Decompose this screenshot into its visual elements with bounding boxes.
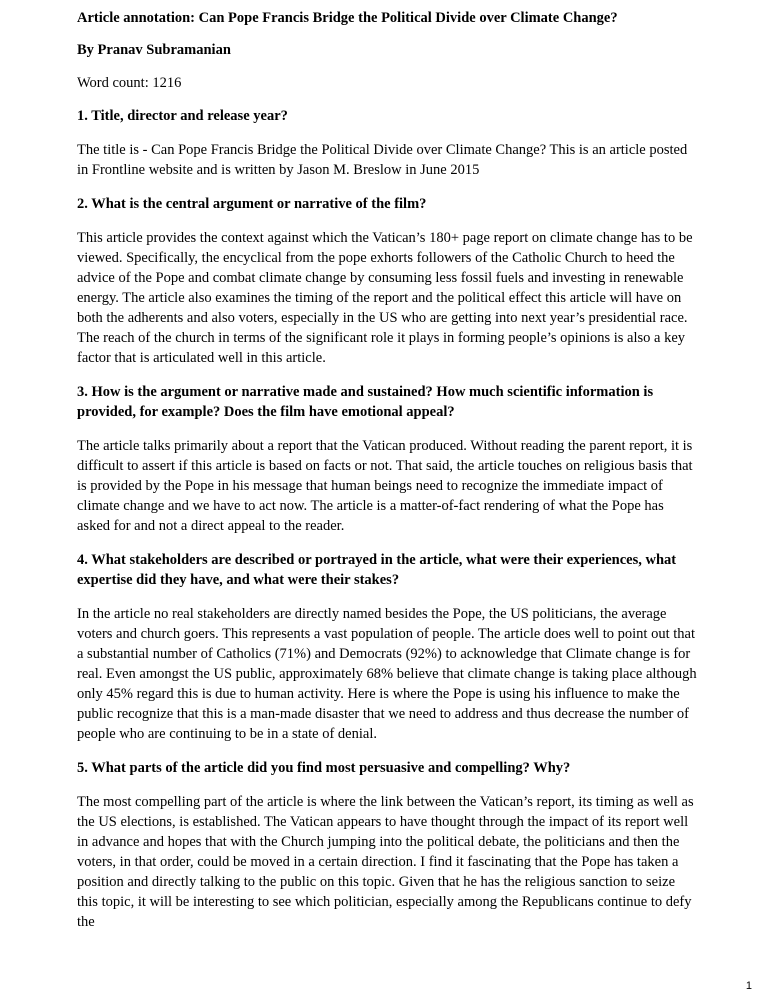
section-5-heading: 5. What parts of the article did you find most persuasive and compelling? Why? (77, 760, 571, 776)
section-1-body: The title is - Can Pope Francis Bridge the Political Divide over Climate Change? This is an article posted in Frontline website and is written by Jason M. Breslow in June 2015 (77, 142, 688, 178)
section-2-heading: 2. What is the central argument or narrative of the film? (77, 196, 427, 212)
word-count: Word count: 1216 (77, 75, 182, 91)
section-4-heading: 4. What stakeholders are described or portrayed in the article, what were their experiences, what expertise did they have, and what were their stakes? (77, 552, 677, 588)
section-1-heading: 1. Title, director and release year? (77, 108, 288, 124)
section-5-body: The most compelling part of the article is where the link between the Vatican’s report, its timing as well as the US elections, is established. The Vatican appears to have thought through the impact of its report well in advance and hopes that with the Church jumping into the political debate, the politicians and then the voters, in that order, could be moved in a certain direction. I find it fascinating that the Pope has taken a position and directly talking to the public on this topic. Given that he has the religious sanction to seize this topic, it will be interesting to see which politician, especially among the Republicans continue to defy the (77, 794, 694, 930)
section-2-body: This article provides the context against which the Vatican’s 180+ page report on climate change has to be viewed. Specifically, the encyclical from the pope exhorts followers of the Catholic Church to heed the advice of the Pope and combat climate change by consuming less fossil fuels and investing in renewable energy. The article also examines the timing of the report and the political effect this article will have on both the adherents and also voters, especially in the US who are getting into next year’s presidential race. The reach of the church in terms of the significant role it plays in forming people’s opinions is also a key factor that is articulated well in this article. (77, 230, 693, 366)
document-title: Article annotation: Can Pope Francis Bridge the Political Divide over Climate Change? (77, 10, 618, 26)
byline: By Pranav Subramanian (77, 42, 231, 58)
section-4-body: In the article no real stakeholders are directly named besides the Pope, the US politicians, the average voters and church goers. This represents a vast population of people. The article does well to point out that a substantial number of Catholics (71%) and Democrats (92%) to acknowledge that Climate change is for real. Even amongst the US public, approximately 68% believe that climate change is taking place although only 45% regard this is due to human activity. Here is where the Pope is using his influence to make the public recognize that this is a man-made disaster that we need to address and thus decrease the number of people who are continuing to be in a state of denial. (77, 606, 697, 742)
section-3-body: The article talks primarily about a report that the Vatican produced. Without reading the parent report, it is difficult to assert if this article is based on facts or not. That said, the article touches on religious basis that is provided by the Pope in his message that human beings need to recognize the immediate impact of climate change and we have to act now. The article is a matter-of-fact rendering of what the Pope has asked for and not a direct appeal to the reader. (77, 438, 693, 534)
page-number: 1 (745, 980, 752, 992)
section-3-heading: 3. How is the argument or narrative made and sustained? How much scientific information is provided, for example? Does the film have emotional appeal? (77, 384, 654, 420)
